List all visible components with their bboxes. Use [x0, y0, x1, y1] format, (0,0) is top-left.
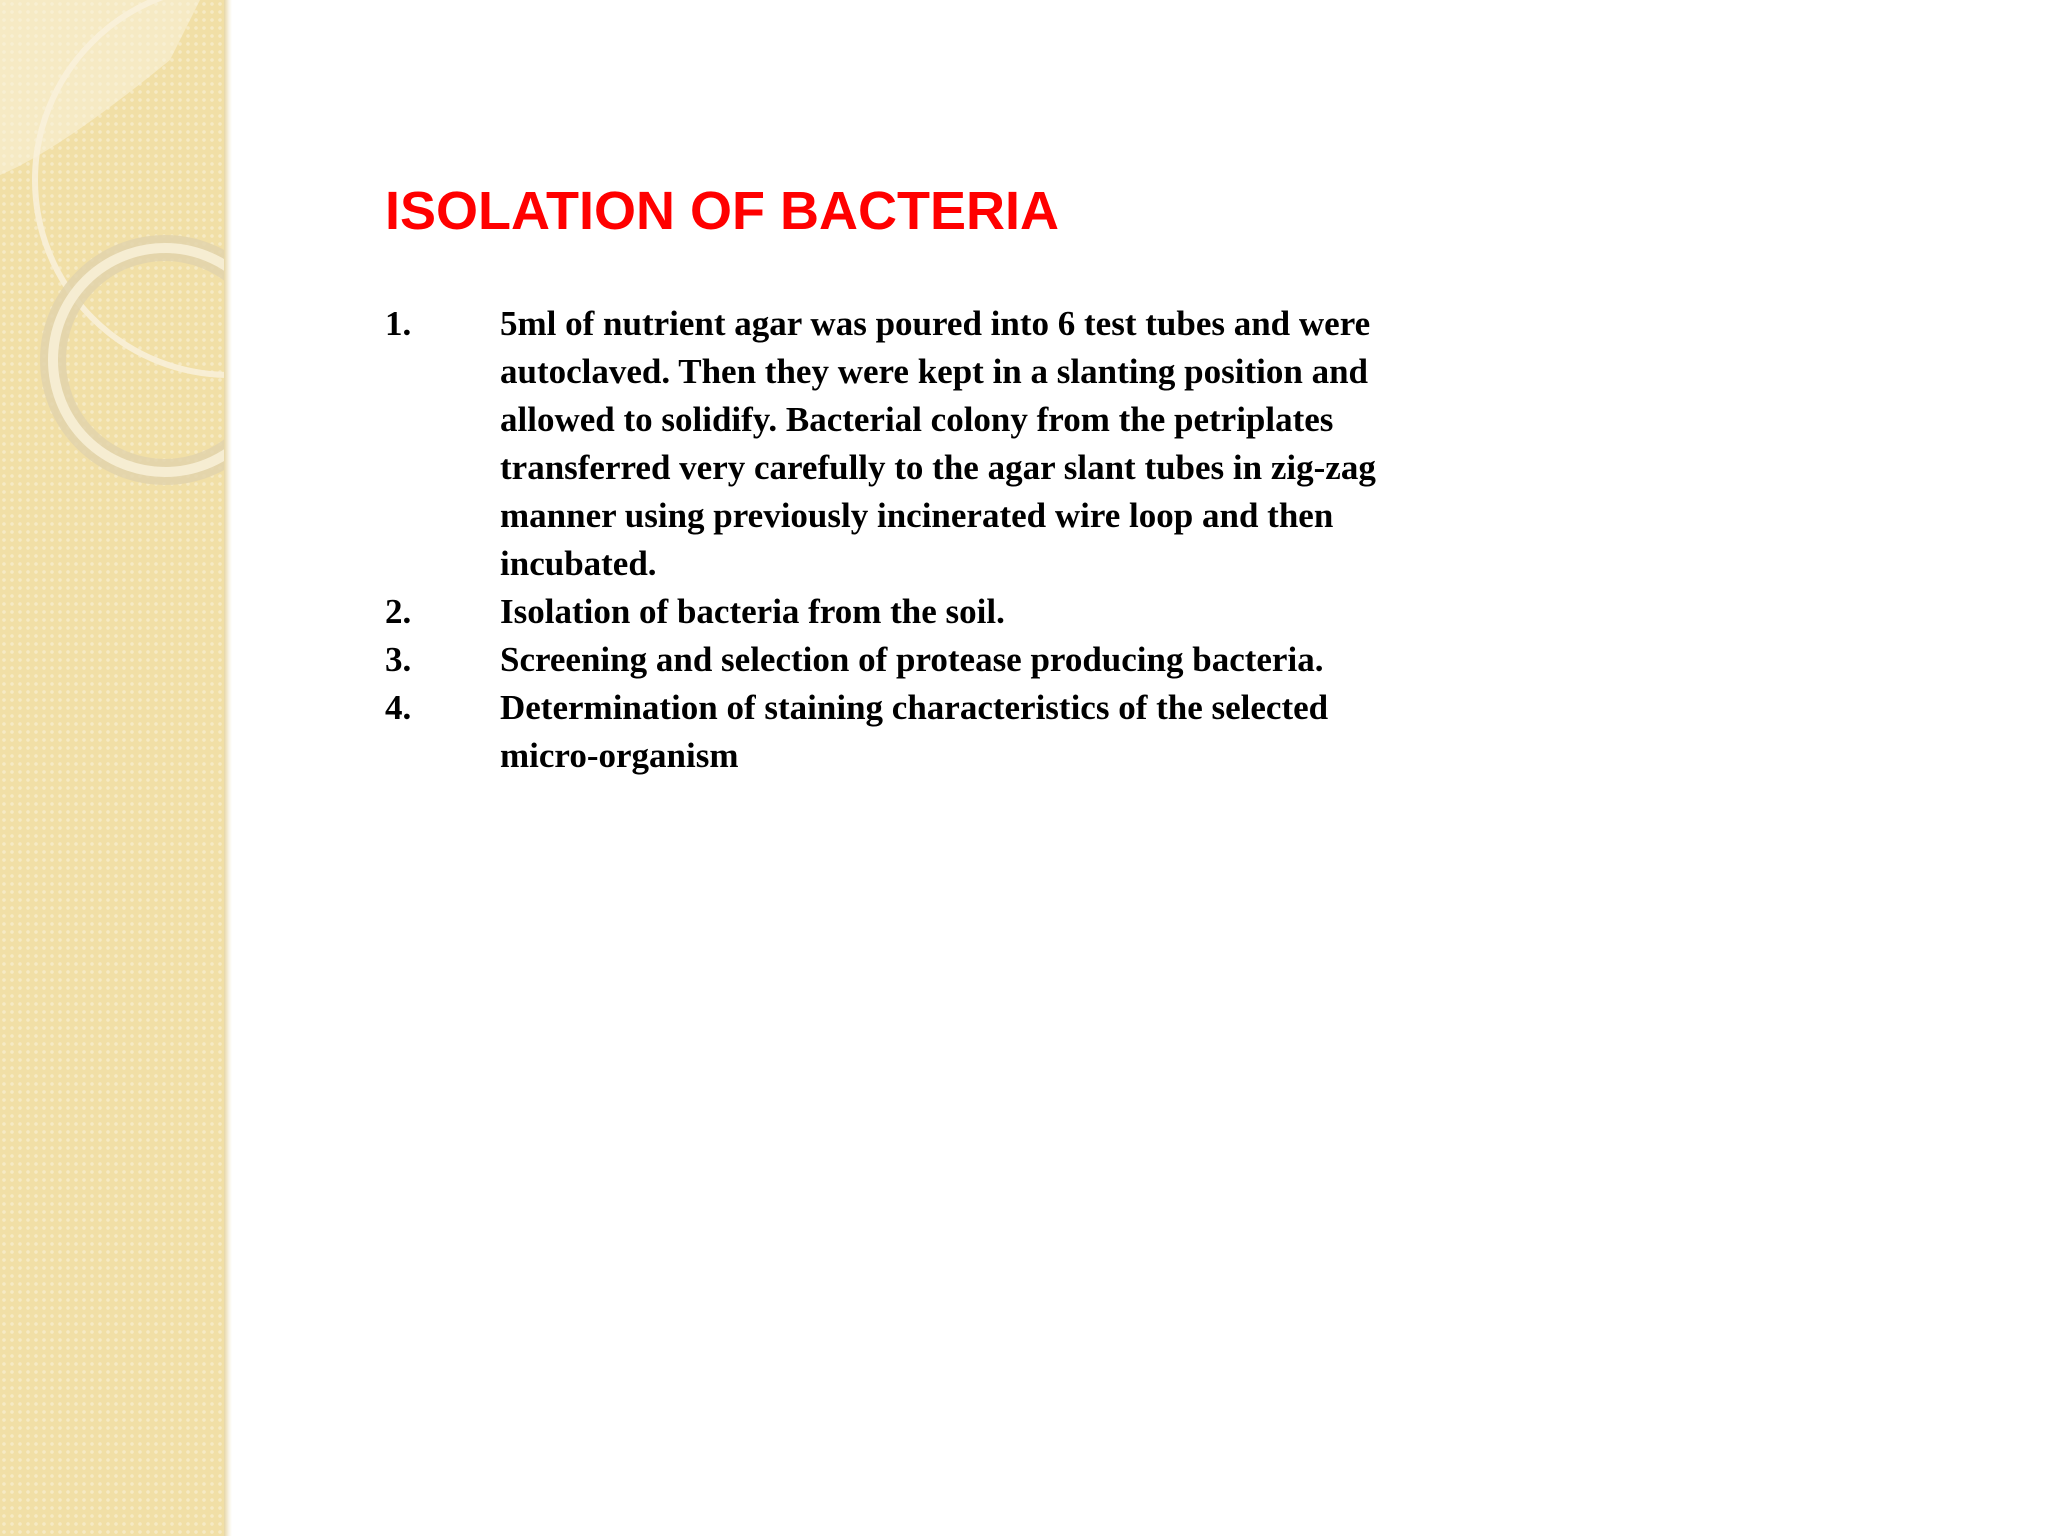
step-number: 3.	[385, 640, 412, 679]
step-text: Isolation of bacteria from the soil.	[500, 592, 1005, 631]
ring-highlight-shape	[0, 0, 200, 175]
list-item	[385, 684, 1555, 780]
slide-title: ISOLATION OF BACTERIA	[385, 181, 1059, 241]
step-number: 2.	[385, 592, 412, 631]
step-text: 5ml of nutrient agar was poured into 6 test tubes and were autoclaved. Then they were kept in a slanting position and allowed to solidify. Bacterial colony from the petriplates transferred very carefully to the agar slant tubes in zig-zag manner using previously incinerated wire loop and then incubated.	[500, 304, 1376, 583]
decorative-rings	[0, 0, 228, 1536]
list-item	[385, 588, 1555, 636]
decorative-side-panel	[0, 0, 228, 1536]
list-item	[385, 300, 1555, 588]
step-number: 1.	[385, 304, 412, 343]
step-text: Determination of staining characteristics of the selected micro-organism	[500, 688, 1329, 775]
list-item	[385, 636, 1555, 684]
step-text: Screening and selection of protease producing bacteria.	[500, 640, 1324, 679]
step-number: 4.	[385, 688, 412, 727]
thick-ring-inner-shape	[53, 248, 228, 472]
side-panel-edge	[224, 0, 232, 1536]
steps-list	[385, 300, 1555, 780]
